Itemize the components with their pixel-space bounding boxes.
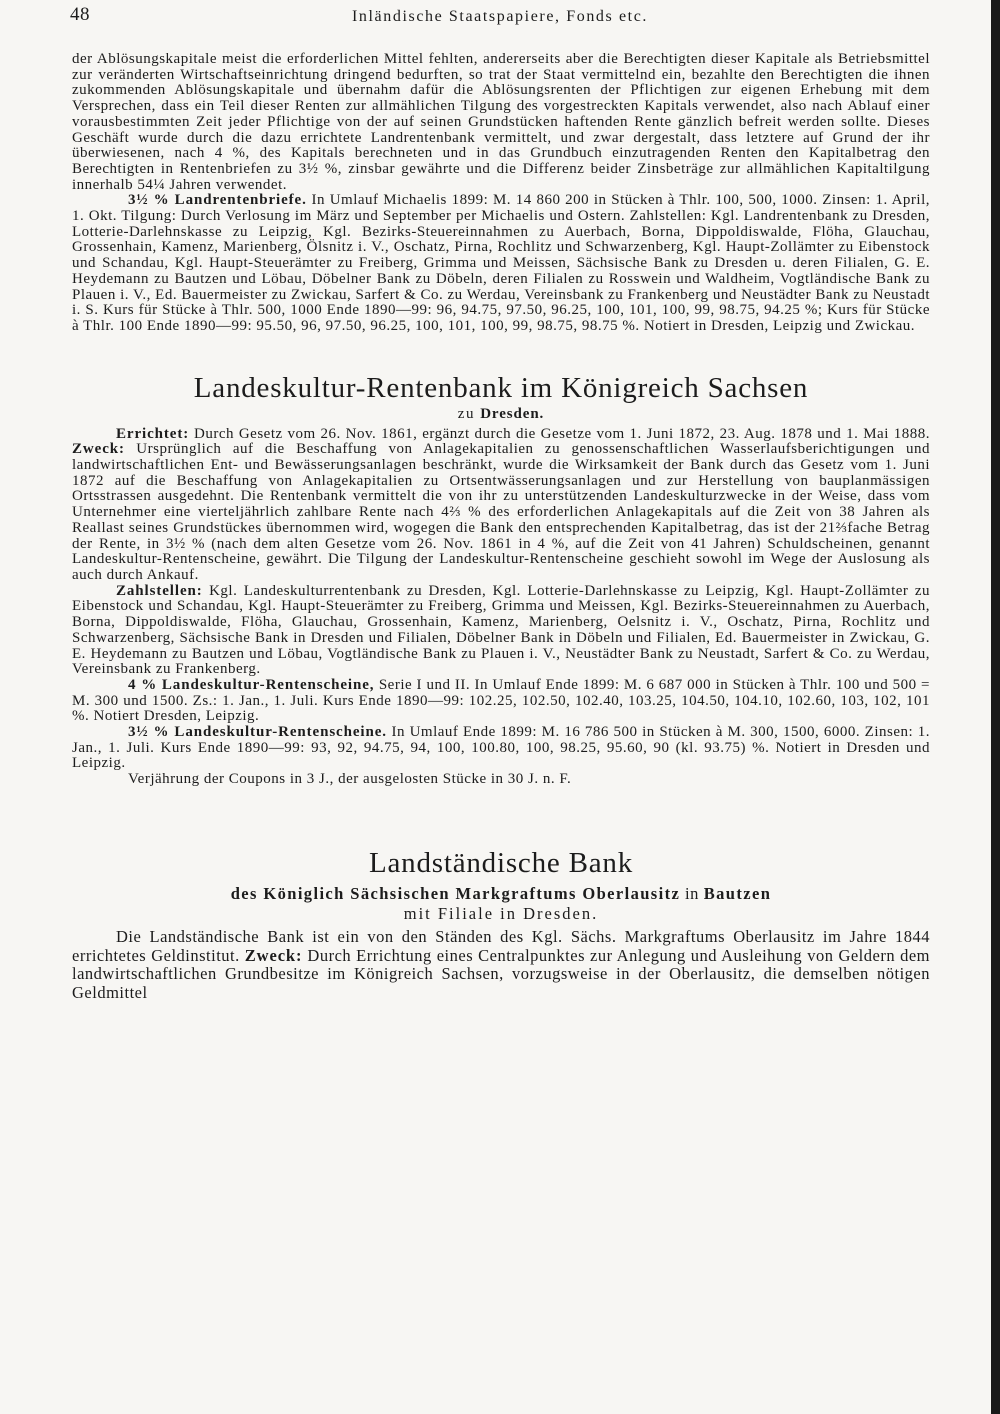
landrentenbriefe-label: 3½ % Landrentenbriefe.: [128, 192, 307, 209]
errichtet-label: Errichtet:: [116, 425, 190, 442]
zahlstellen-text: Kgl. Landeskulturrentenbank zu Dresden, Kgl. Lotterie-Darlehnskasse zu Leipzig, Kgl. Haupt-Zollämter zu Eibenstock und Schandau, Kgl. Haupt-Steuerämter zu Freiberg, Grimma und Meissen, Kgl. Bezirks-Steuereinnahmen zu Auerbach, Borna, Dippoldiswalde, Flöha, Glauchau, Grossenhain, Kamenz, Marienberg, Oelsnitz i. V., Oschatz, Pirna, Rochlitz und Schwarzenberg, Sächsische Bank in Dresden und Filialen, Döbelner Bank in Döbeln und Filialen, Ed. Bauermeister in Zwickau, G. E. Heydemann zu Bautzen und Löbau, Vogtländische Bank zu Plauen i. V., Neustädter Bank zu Neustadt, Sarfert & Co. zu Werdau, Vereinsbank zu Frankenberg.: [72, 582, 930, 678]
verjaehrung-paragraph: Verjährung der Coupons in 3 J., der ausgelosten Stücke in 30 J. n. F.: [128, 771, 572, 788]
page-number: 48: [70, 4, 90, 25]
section-title: Landeskultur-Rentenbank im Königreich Sachsen: [193, 371, 809, 404]
filiale-line: mit Filiale in Dresden.: [403, 903, 599, 923]
scheine-4-text: Serie I und II. In Umlauf Ende 1899: M. 6 687 000 in Stücken à Thlr. 100 und 500 = M. 300 und 1500. Zs.: 1. Jan., 1. Juli. Kurs Ende 1890—99: 102.25, 102.50, 102.40, 103.25, 104.50, 104.10, 102.60, 103, 102, 101 %. Notiert Dresden, Leipzig.: [72, 676, 930, 725]
errichtet-paragraph: [72, 427, 930, 584]
section-subtitle: [72, 884, 930, 904]
subtitle-part3: Bautzen: [703, 883, 772, 903]
scan-edge: [991, 0, 1000, 1414]
scheine-35-label: 3½ % Landeskultur-Rentenscheine.: [128, 724, 387, 741]
intro-paragraph: der Ablösungskapitale meist die erforderlichen Mittel fehlten, andererseits aber die Berechtigten dieser Kapitale als Betriebsmittel zur veränderten Wirtschaftseinrichtung dringend bedurften, so trat der Staat vermittelnd ein, bezahlte den Berechtigten die ihnen zukommenden Ablösungskapitale und übernahm dafür die Ablösungsrenten der Pflichtigen zur eigenen Erhebung mit dem Versprechen, dass ein Teil dieser Renten zur allmählichen Tilgung des vorgestreckten Kapitals verwendet, also nach Ablauf einer vorausbestimmten Zeit jeder Pflichtige von der auf seinen Grundstücken haftenden Rente gänzlich befreit werden sollte. Dieses Geschäft wurde durch die dazu errichtete Landrentenbank vermittelt, und zwar dergestalt, dass letztere auf Grund der ihr überwiesenen, nach 4 %, des Kapitals berechneten und in das Grundbuch einzutragenden Renten den Kapitalbetrag den Berechtigten in Rentenbriefen zu 3½ %, zinsbar gewährte und die Differenz beider Zinsbeträge zur allmählichen Kapitaltilgung innerhalb 54¼ Jahren verwendet.: [72, 51, 930, 193]
landstaendische-text-start: Die Landständische Bank ist ein von den Ständen des Kgl. Sächs. Markgraftums Oberlausitz im Jahre 1844 errichtetes Geldinstitut.: [72, 926, 930, 965]
subtitle-part1: des Königlich Sächsischen Markgraftums Oberlausitz: [230, 883, 681, 903]
zweck-label: Zweck:: [72, 441, 125, 458]
subtitle-prefix: zu: [457, 405, 481, 422]
scheine-4-label: 4 % Landeskultur-Rentenscheine,: [128, 676, 375, 693]
scheine-4-paragraph: [72, 678, 930, 725]
subtitle-city: Dresden.: [480, 405, 545, 422]
page-body: [72, 52, 930, 1003]
zahlstellen-label: Zahlstellen:: [116, 582, 203, 599]
landrentenbriefe-text: In Umlauf Michaelis 1899: M. 14 860 200 in Stücken à Thlr. 100, 500, 1000. Zinsen: 1. April, 1. Okt. Tilgung: Durch Verlosung im März und September per Michaelis und Ostern. Zahlstellen: Kgl. Landrentenbank zu Dresden, Lotterie-Darlehnskasse zu Leipzig, Kgl. Bezirks-Steuereinnahmen zu Auerbach, Borna, Dippoldiswalde, Flöha, Glauchau, Grossenhain, Kamenz, Marienberg, Ölsnitz i. V., Oschatz, Pirna, Rochlitz und Schwarzenberg, Kgl. Haupt-Zollämter zu Eibenstock und Schandau, Kgl. Haupt-Steuerämter zu Freiberg, Grimma und Meissen, Sächsische Bank zu Dresden u. deren Filialen, G. E. Heydemann zu Bautzen und Löbau, Döbelner Bank zu Döbeln, deren Filialen zu Rosswein und Waldheim, Vogtländische Bank zu Plauen i. V., Ed. Bauermeister zu Zwickau, Sarfert & Co. zu Werdau, Vereinsbank zu Frankenberg und Neustädter Bank zu Neustadt i. S. Kurs für Stücke à Thlr. 500, 1000 Ende 1890—99: 96, 94.75, 97.50, 96.25, 100, 101, 100, 99, 98.75, 94.25 %; Kurs für Stücke à Thlr. 100 Ende 1890—99: 95.50, 96, 97.50, 96.25, 100, 101, 100, 99, 98.75, 98.75 %. Notiert in Dresden, Leipzig und Zwickau.: [72, 192, 930, 334]
zahlstellen-paragraph: [72, 584, 930, 678]
scheine-35-paragraph: [72, 725, 930, 772]
section-landeskultur: [72, 371, 930, 788]
running-head: Inländische Staatspapiere, Fonds etc.: [351, 8, 649, 25]
errichtet-text: Durch Gesetz vom 26. Nov. 1861, ergänzt durch die Gesetze vom 1. Juni 1872, 23. Aug. 1878 und 1. Mai 1888.: [189, 425, 930, 442]
section-landstaendische: [72, 846, 930, 1003]
landstaendische-zweck-label: Zweck:: [244, 945, 303, 965]
zweck-text: Ursprünglich auf die Beschaffung von Anlagekapitalien zu genossenschaftlichen Wasserlaufsberichtigungen und landwirtschaftlichen Ent- und Bewässerungsanlagen beschränkt, wurde die Wirksamkeit der Bank durch das Gesetz vom 1. Juni 1872 auf die Beschaffung von Anlagekapitalien zu Ortsentwässerungsanlagen und zur Herstellung von bauplanmässigen Ortsstrassen ausgedehnt. Die Rentenbank vermittelt die von ihr zu unterstützenden Landeskulturzwecke in der Weise, dass vom Unternehmer eine vierteljährlich zahlbare Rente nach 4⅔ % des erforderlichen Anlagekapitals auf die Zeit von 38 Jahren als Reallast seines Grundstückes übernommen wird, wogegen die Bank den entsprechenden Kapitalbetrag, das ist der 21⅔fache Betrag der Rente, in 3½ % (nach dem alten Gesetze vom 26. Nov. 1861 in 4 %, auf die Zeit von 41 Jahren) Schuldscheinen, genannt Landeskultur-Rentenscheine, gewährt. Die Tilgung der Landeskultur-Rentenscheine geschieht sowohl im Wege der Auslosung als auch durch Ankauf.: [72, 441, 930, 583]
landstaendische-paragraph: [72, 928, 930, 1003]
section-title: Landständische Bank: [368, 846, 634, 879]
section-subtitle: [72, 405, 930, 423]
landstaendische-zweck-text: Durch Errichtung eines Centralpunktes zur Anlegung und Ausleihung von Geldern dem landwirtschaftlichen Grundbesitze im Königreich Sachsen, vorzugsweise in der Oberlausitz, die demselben nötigen Geldmittel: [72, 945, 930, 1003]
subtitle-part2: in: [680, 883, 704, 903]
landrentenbriefe-paragraph: [72, 193, 930, 334]
scheine-35-text: In Umlauf Ende 1899: M. 16 786 500 in Stücken à M. 300, 1500, 6000. Zinsen: 1. Jan., 1. Juli. Kurs Ende 1890—99: 93, 92, 94.75, 94, 100, 100.80, 100, 98.25, 95.60, 90 (kl. 93.75) %. Notiert in Dresden und Leipzig.: [72, 724, 930, 772]
